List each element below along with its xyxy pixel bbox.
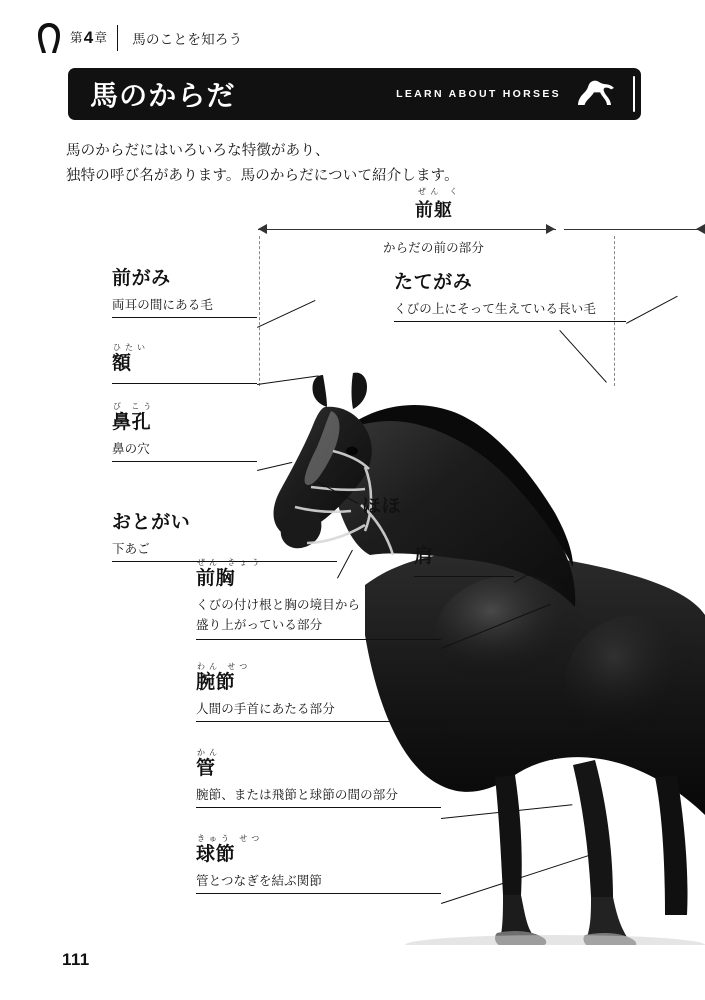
callout-kyuusetsu-ruby: きゅう せつ [197, 834, 264, 843]
callout-bikou-ruby: び こう [113, 402, 156, 411]
lead-line-2: 独特の呼び名があります。馬のからだについて紹介します。 [66, 168, 459, 185]
chapter-suffix: 章 [94, 31, 108, 45]
english-subtitle: LEARN ABOUT HORSES [396, 88, 561, 100]
callout-bikou-rule [112, 461, 257, 462]
callout-hitai-rule [112, 383, 257, 384]
header-divider [117, 25, 118, 51]
horse-silhouette-icon [575, 79, 617, 109]
callout-kata-term: 肩 [414, 546, 434, 567]
callout-wansetsu [196, 662, 441, 722]
callout-zenkyou-desc-2: 盛り上がっている部分 [196, 617, 323, 632]
callout-tategami [394, 272, 626, 322]
callout-zenkyou-rule [196, 639, 441, 640]
callout-bikou-term: 鼻孔 [112, 412, 152, 433]
callout-tategami-desc: くびの上にそって生えている長い毛 [394, 301, 597, 316]
callout-zenkyou [196, 558, 441, 640]
bracket-sublabel: からだの前の部分 [383, 241, 485, 255]
callout-hitai [112, 343, 257, 384]
chapter-number: 4 [83, 28, 94, 47]
bracket-arrow-right [546, 224, 555, 234]
callout-kan-term: 管 [196, 758, 216, 779]
callout-maegami-term: 前がみ [112, 268, 171, 289]
callout-zenkyou-ruby: ぜん きょう [197, 558, 264, 567]
callout-kan-desc: 腕節、または飛節と球節の間の部分 [196, 787, 399, 802]
callout-hoho [362, 496, 408, 518]
bracket-arrow-left [258, 224, 267, 234]
page-number: 111 [62, 950, 90, 969]
callout-maegami-rule [112, 317, 257, 318]
callout-tategami-term: たてがみ [394, 272, 473, 293]
section-title-bar [68, 68, 641, 120]
callout-kyuusetsu [196, 834, 441, 894]
chapter-title: 馬のことを知ろう [132, 32, 243, 47]
callout-kan-rule [196, 807, 441, 808]
callout-tategami-rule [394, 321, 626, 322]
lead-line-1: 馬のからだにはいろいろな特徴があり、 [66, 143, 330, 159]
callout-kan [196, 748, 441, 808]
callout-otogai-term: おとがい [112, 512, 191, 533]
chapter-label [70, 28, 107, 48]
chapter-header [36, 20, 669, 56]
callout-wansetsu-rule [196, 721, 441, 722]
callout-zenkyou-term: 前胸 [196, 568, 236, 589]
callout-kan-ruby: かん [197, 748, 221, 757]
bracket-line [258, 229, 705, 230]
bracket-arrow-next-section [696, 224, 705, 234]
lead-paragraph [66, 139, 626, 190]
callout-otogai-desc: 下あご [112, 541, 150, 556]
callout-kyuusetsu-term: 球節 [196, 844, 236, 865]
horseshoe-icon [36, 22, 62, 54]
callout-maegami-ruby [112, 258, 257, 268]
front-body-bracket [258, 224, 705, 236]
callout-wansetsu-ruby: わん せつ [197, 662, 252, 671]
callout-wansetsu-term: 腕節 [196, 672, 236, 693]
title-bar-edge-mark [633, 76, 635, 112]
callout-otogai [112, 512, 337, 562]
callout-hitai-term: 額 [112, 353, 132, 374]
callout-hitai-ruby: ひたい [113, 343, 149, 352]
callout-bikou-desc: 鼻の穴 [112, 441, 150, 456]
callout-zenkyou-desc-1: くびの付け根と胸の境目から [196, 597, 361, 612]
callout-maegami-desc: 両耳の間にある毛 [112, 297, 214, 312]
callout-bikou [112, 402, 257, 462]
bracket-ruby: ぜん く [418, 187, 462, 196]
callout-kyuusetsu-rule [196, 893, 441, 894]
page-title: 馬のからだ [90, 80, 236, 111]
callout-hoho-term: ほほ [362, 496, 402, 517]
callout-kyuusetsu-desc: 管とつなぎを結ぶ関節 [196, 873, 323, 888]
callout-maegami [112, 258, 257, 318]
chapter-prefix: 第 [70, 31, 83, 45]
callout-wansetsu-desc: 人間の手首にあたる部分 [196, 701, 335, 716]
bracket-gap [556, 224, 564, 236]
bracket-guide-left [259, 236, 260, 386]
bracket-label: 前躯 [415, 200, 453, 220]
